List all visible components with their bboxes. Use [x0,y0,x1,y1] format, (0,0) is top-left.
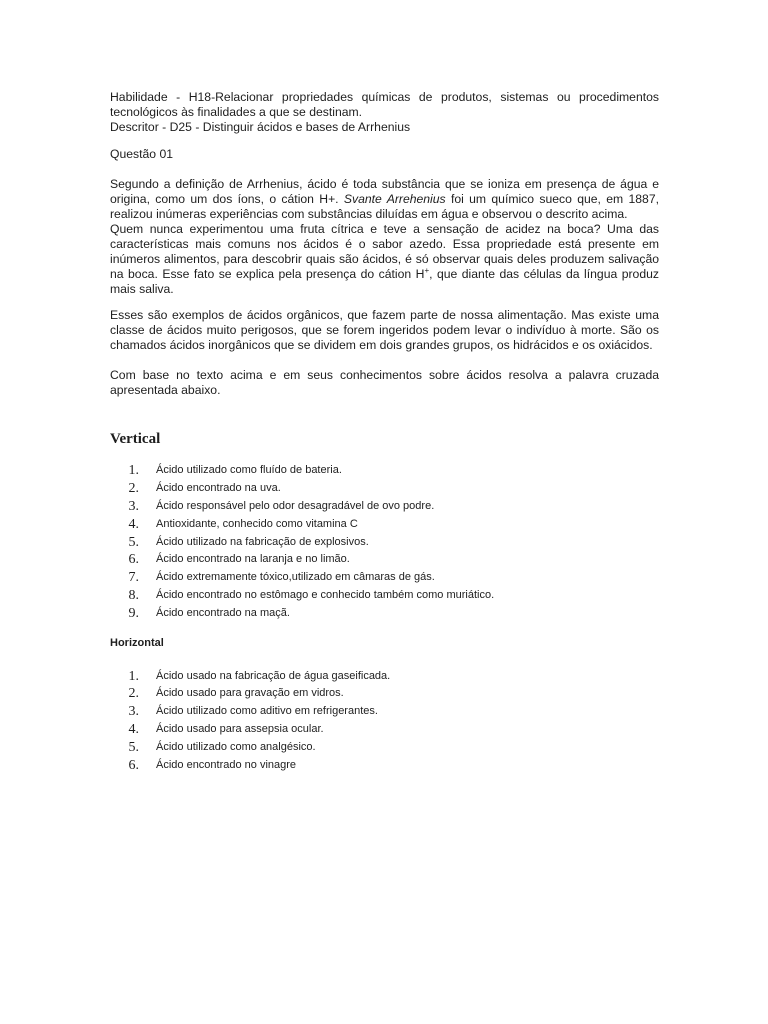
vertical-clue-number: 7. [128,570,139,586]
horizontal-clue-text: Ácido utilizado como analgésico. [156,740,316,753]
paragraph-organic-acids: Esses são exemplos de ácidos orgânicos, que fazem parte de nossa alimentação. Mas existe uma classe de ácidos muito perigosos, que se forem ingeridos podem levar o indivíduo à morte. São os chamados ácidos inorgânicos que se dividem em dois grandes grupos, os hidrácidos e os oxiácidos. [110,308,659,352]
horizontal-clue [110,685,659,703]
horizontal-clue-number: 3. [128,704,139,720]
vertical-clue-number: 4. [128,516,139,532]
vertical-clue-number: 8. [128,587,139,603]
horizontal-clue [110,703,659,721]
horizontal-clue-number: 4. [128,721,139,737]
vertical-clue-number: 1. [128,463,139,479]
horizontal-clue-number: 5. [128,739,139,755]
vertical-clue [110,551,659,569]
horizontal-clue [110,721,659,739]
horizontal-clue-text: Ácido encontrado no vinagre [156,758,297,771]
document-page [110,90,659,774]
vertical-clue-list [110,462,659,622]
cation-superscript: + [424,266,430,275]
vertical-clue [110,569,659,587]
vertical-clue-text: Ácido encontrado na laranja e no limão. [156,553,350,566]
paragraph-arrhenius [110,177,659,222]
horizontal-clue-number: 6. [128,757,139,773]
horizontal-clue-text: Ácido usado para assepsia ocular. [156,722,324,735]
horizontal-clue-list [110,667,659,774]
paragraph-citric-part2: , que diante das células da língua produz mais saliva. [110,267,659,296]
vertical-clue-text: Ácido utilizado como fluído de bateria. [156,464,342,477]
vertical-clue-number: 9. [128,605,139,621]
vertical-clue-number: 3. [128,498,139,514]
vertical-clue [110,533,659,551]
paragraph-arrhenius-part1: Segundo a definição de Arrhenius, ácido é toda substância que se ioniza em presença de água e origina, como um dos íons, o cátion H+. [110,177,659,206]
vertical-clue [110,498,659,516]
horizontal-clue-number: 1. [128,668,139,684]
vertical-clue-text: Ácido encontrado no estômago e conhecido também como muriático. [156,588,495,601]
horizontal-clue-text: Ácido usado para gravação em vidros. [156,687,344,700]
vertical-clue-text: Ácido encontrado na maçã. [156,606,290,619]
scientist-name: Svante Arrehenius [343,192,446,206]
horizontal-clue-text: Ácido usado na fabricação de água gaseificada. [156,669,391,682]
question-title: Questão 01 [110,147,174,161]
habilidade-text: Habilidade - H18-Relacionar propriedades químicas de produtos, sistemas ou procedimentos tecnológicos às finalidades a que se destinam. [110,90,659,119]
horizontal-clue [110,738,659,756]
horizontal-clue [110,756,659,774]
vertical-clue-number: 2. [128,481,139,497]
vertical-clue-text: Ácido extremamente tóxico,utilizado em câmaras de gás. [156,571,435,584]
vertical-clue-text: Antioxidante, conhecido como vitamina C [156,517,358,530]
vertical-clue [110,604,659,622]
descritor-text: Descritor - D25 - Distinguir ácidos e bases de Arrhenius [110,120,411,134]
vertical-clue-number: 5. [128,534,139,550]
vertical-clue [110,515,659,533]
paragraph-arrhenius-part2: foi um químico sueco que, em 1887, realizou inúmeras experiências com substâncias diluídas em água e observou o descrito acima. [110,192,659,221]
vertical-heading: Vertical [110,431,161,447]
horizontal-clue-number: 2. [128,686,139,702]
horizontal-clue [110,667,659,685]
horizontal-clue-text: Ácido utilizado como aditivo em refrigerantes. [156,705,378,718]
vertical-clue [110,480,659,498]
horizontal-heading: Horizontal [110,637,164,650]
vertical-clue-text: Ácido utilizado na fabricação de explosivos. [156,535,369,548]
vertical-clue-number: 6. [128,552,139,568]
vertical-clue-text: Ácido responsável pelo odor desagradável de ovo podre. [156,499,435,512]
paragraph-instructions: Com base no texto acima e em seus conhecimentos sobre ácidos resolva a palavra cruzada apresentada abaixo. [110,368,659,397]
vertical-clue [110,462,659,480]
vertical-clue [110,587,659,605]
paragraph-citric-fruit [110,222,659,297]
paragraph-citric-part1: Quem nunca experimentou uma fruta cítrica e teve a sensação de acidez na boca? Uma das características mais comuns nos ácidos é o sabor azedo. Essa propriedade está presente em inúmeros alimentos, para descobrir quais são ácidos, é só observar quais deles produzem salivação na boca. Esse fato se explica pela presença do cátion H [110,222,659,281]
vertical-clue-text: Ácido encontrado na uva. [156,482,281,495]
